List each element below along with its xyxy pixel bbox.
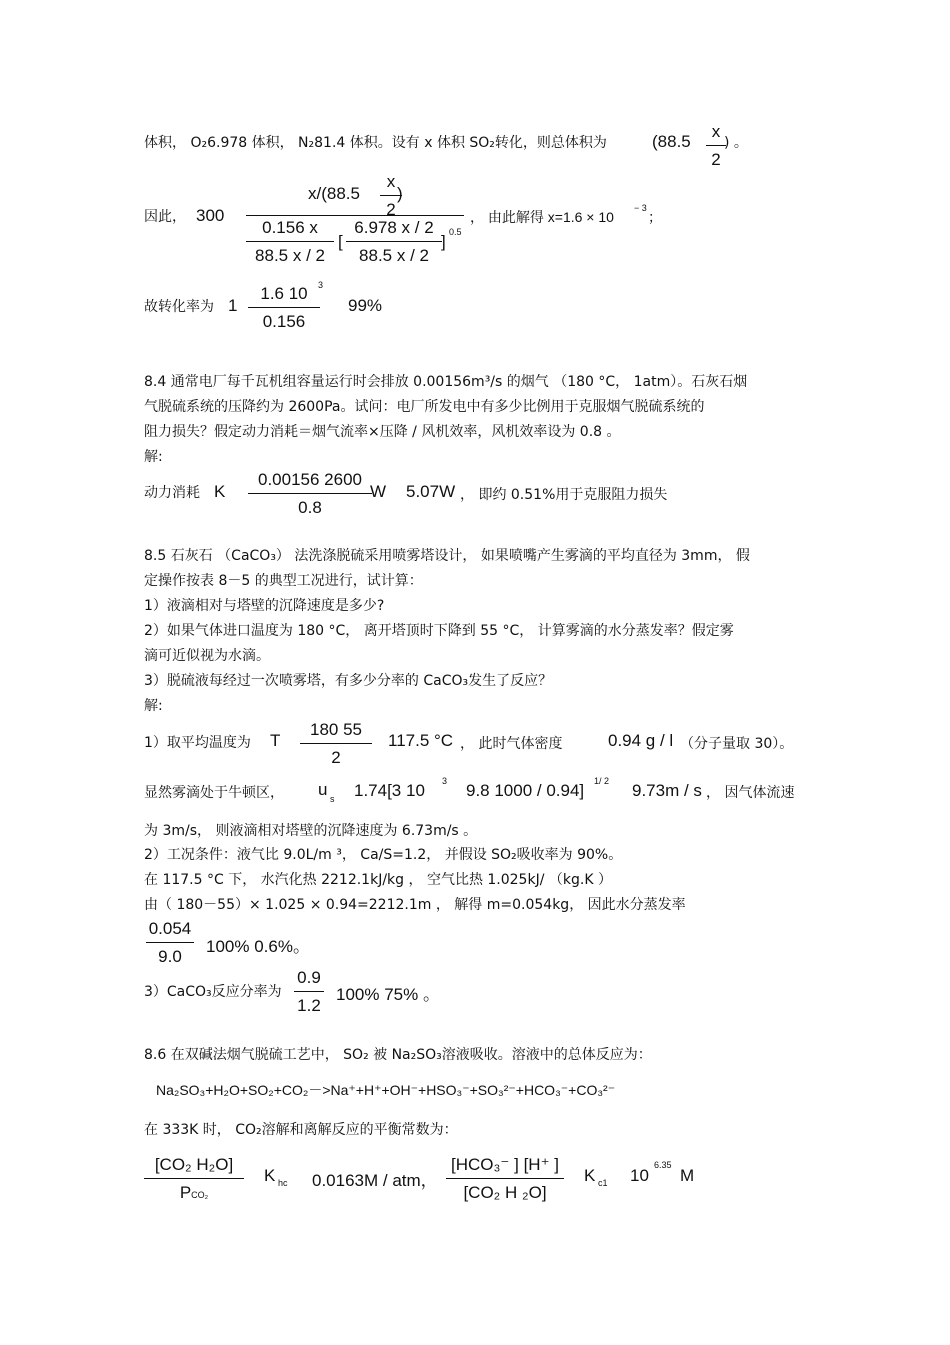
result-end: ；: [648, 210, 662, 226]
question-text: 2）如果气体进口温度为 180 °C， 离开塔顶时下降到 55 °C， 计算雾滴的水分蒸发率？假定雾: [144, 623, 734, 639]
question-text: 1）液滴相对与塔壁的沉降速度是多少?: [144, 598, 385, 614]
math-constant: 300: [196, 206, 225, 225]
problem-text: 阻力损失？假定动力消耗＝烟气流率×压降 / 风机效率，风机效率设为 0.8 。: [144, 424, 621, 440]
question-text: 3）脱硫液每经过一次喷雾塔，有多少分率的 CaCO₃发生了反应？: [144, 673, 553, 689]
math-result: 10: [630, 1166, 649, 1185]
math-paren: ): [397, 184, 403, 203]
problem-text: 定操作按表 8－5 的典型工况进行，试计算：: [144, 573, 423, 589]
fraction-bar: [248, 307, 320, 308]
math-expr: 9.8 1000 / 0.94]: [466, 781, 585, 800]
text-lead: 1）取平均温度为: [144, 735, 251, 751]
math-tail: ) 。: [724, 135, 748, 151]
math-result: 100% 75% 。: [336, 985, 440, 1004]
denominator: 9.0: [158, 947, 182, 966]
numerator: 0.054: [148, 919, 192, 938]
denominator: 88.5 x / 2: [255, 246, 325, 265]
math-exponent: 6.35: [654, 1160, 672, 1170]
problem-text: 在 333K 时， CO₂溶解和离解反应的平衡常数为：: [144, 1122, 458, 1138]
denominator: 2: [331, 748, 341, 767]
math-unit: M: [680, 1166, 695, 1185]
denominator: 1.2: [297, 996, 321, 1015]
math-fraction: [146, 919, 194, 967]
math-symbol: K: [584, 1166, 596, 1185]
math-fraction: [446, 1155, 564, 1203]
fraction-bar: [248, 493, 372, 494]
result-text: ， 此时气体密度: [460, 736, 563, 752]
denominator: 88.5 x / 2: [359, 246, 429, 265]
math-fraction: [346, 218, 442, 266]
math-symbol: u: [318, 780, 328, 799]
math-bracket: ]: [441, 232, 446, 251]
fraction-bar: [246, 241, 334, 242]
math-unit: W: [370, 482, 387, 501]
numerator: 0.00156 2600: [258, 470, 362, 489]
math-result: 9.73m / s: [632, 781, 702, 800]
solution-label: 解:: [144, 449, 163, 465]
text-lead: 3）CaCO₃反应分率为: [144, 984, 282, 1000]
math-fraction: [248, 470, 372, 518]
question-text: 滴可近似视为水滴。: [144, 648, 270, 664]
problem-text: 8.4 通常电厂每千瓦机组容量运行时会排放 0.00156m³/s 的烟气 （180 °C， 1atm）。石灰石烟: [144, 374, 748, 390]
fraction-bar: [446, 1178, 564, 1179]
text-line: 在 117.5 °C 下， 水汽化热 2212.1kJ/kg ， 空气比热 1.025kJ/ （kg.K ）: [144, 872, 612, 888]
math-exponent: 0.5: [449, 227, 462, 237]
fraction-bar: [706, 145, 726, 146]
math-fraction: [300, 720, 372, 768]
math-exponent: 1/ 2: [594, 776, 610, 786]
text-lead: 显然雾滴处于牛顿区，: [144, 785, 284, 801]
math-result: 117.5 °C: [388, 731, 454, 750]
denominator: 0.156: [262, 312, 306, 331]
math-symbol: K: [264, 1166, 276, 1185]
math-result: 99%: [348, 296, 383, 315]
text-lead: 动力消耗: [144, 485, 200, 501]
math-subscript: s: [330, 794, 335, 804]
pressure-symbol: P: [179, 1183, 192, 1202]
main-fraction-bar: [246, 215, 464, 216]
math-expr: 1.74[3 10: [354, 781, 425, 800]
solution-label: 解:: [144, 698, 163, 714]
fraction-bar: [146, 942, 194, 943]
math-result: 100% 0.6%。: [206, 937, 310, 956]
numerator: 0.9: [297, 968, 321, 987]
text-line: 为 3m/s， 则液滴相对塔壁的沉降速度为 6.73m/s 。: [144, 823, 478, 839]
numerator: x: [386, 172, 396, 191]
problem-text: 8.6 在双碱法烟气脱硫工艺中， SO₂ 被 Na₂SO₃溶液吸收。溶液中的总体反应为：: [144, 1047, 652, 1063]
numerator: [CO₂ H₂O]: [154, 1155, 234, 1174]
numerator: 180 55: [310, 720, 362, 739]
math-result: 0.94 g / l: [608, 731, 674, 750]
math-symbol: T: [270, 731, 281, 750]
result-text: ， 因气体流速: [706, 785, 795, 801]
result-text: ， 由此解得 x=1.6 × 10: [470, 209, 614, 225]
reaction-equation: Na₂SO₃+H₂O+SO₂+CO₂－>Na⁺+H⁺+OH⁻+HSO₃⁻+SO₃²⁻+HCO₃⁻+CO₃²⁻: [156, 1082, 616, 1098]
math-exponent: − 3: [634, 203, 647, 213]
math-subscript: c1: [598, 1178, 608, 1188]
math-fraction: [144, 1155, 244, 1203]
text-line: 体积， O₂6.978 体积， N₂81.4 体积。设有 x 体积 SO₂转化，则总体积为: [144, 135, 607, 151]
numerator: 1.6 10: [260, 284, 308, 303]
text-line: 由（ 180－55）× 1.025 × 0.94=2212.1m ， 解得 m=0.054kg， 因此水分蒸发率: [144, 897, 686, 913]
numerator: x: [711, 122, 721, 141]
numerator: [HCO₃⁻ ] [H⁺ ]: [451, 1155, 559, 1174]
denominator: 2: [386, 200, 396, 219]
math-fraction: [706, 122, 726, 170]
math-symbol: K: [214, 482, 226, 501]
subscript: CO₂: [191, 1190, 209, 1200]
text-lead: 故转化率为: [144, 299, 214, 315]
math-result: 0.0163M / atm，: [312, 1171, 438, 1190]
math-numerator: x/(88.5: [308, 184, 360, 203]
math-exponent: 3: [442, 776, 448, 786]
problem-text: 气脱硫系统的压降约为 2600Pa。试问：电厂所发电中有多少比例用于克服烟气脱硫系统的: [144, 399, 705, 415]
math-fraction: [246, 218, 334, 266]
result-text: （分子量取 30）。: [680, 736, 794, 752]
math-fraction: [294, 968, 324, 1016]
denominator: [144, 1183, 244, 1203]
math-exponent: 3: [318, 280, 324, 290]
fraction-bar: [144, 1178, 244, 1179]
fraction-bar: [294, 991, 324, 992]
text-lead: 因此，: [144, 209, 186, 225]
result-text: ， 即约 0.51%用于克服阻力损失: [460, 487, 668, 503]
denominator: 0.8: [298, 498, 322, 517]
fraction-bar: [346, 241, 442, 242]
numerator: 6.978 x / 2: [354, 218, 434, 237]
math-constant: 1: [228, 296, 238, 315]
math-expr: (88.5: [652, 132, 691, 151]
text-line: 2）工况条件：液气比 9.0L/m ³， Ca/S=1.2， 并假设 SO₂吸收率为 90%。: [144, 847, 623, 863]
denominator: [CO₂ H ₂O]: [463, 1183, 547, 1202]
denominator: 2: [711, 150, 721, 169]
math-result: 5.07W: [406, 482, 456, 501]
numerator: 0.156 x: [262, 218, 318, 237]
fraction-bar: [300, 743, 372, 744]
math-subscript: hc: [278, 1178, 288, 1188]
math-fraction: [248, 284, 320, 332]
problem-text: 8.5 石灰石 （CaCO₃） 法洗涤脱硫采用喷雾塔设计， 如果喷嘴产生雾滴的平均直径为 3mm， 假: [144, 548, 750, 564]
math-bracket: [: [338, 232, 343, 251]
